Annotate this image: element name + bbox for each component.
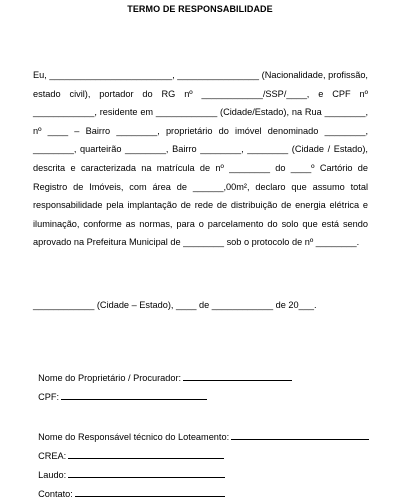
laudo-label: Laudo: (38, 470, 67, 480)
document-title: TERMO DE RESPONSABILIDADE (127, 4, 273, 14)
contato-field (33, 477, 225, 499)
date-line: ____________ (Cidade – Estado), ____ de ____________ de 20___. (33, 300, 317, 310)
declaration-paragraph: Eu, ________________________, ________________ (Nacionalidade, profissão, estado civil), portador do RG nº ____________/SSP/____, e CPF nº ____________, residente em ____________ (Cidade/Estado), na Rua ________, nº ____ – Bairro ________, proprietário do imóvel denominado ________, ________, quarteirão ________, Bairro ________, ________ (Cidade / Estado), descrita e caracterizada na matrícula de nº ________ do ____º Cartório de Registro de Imóveis, com área de ______,00m², declaro que assumo total responsabilidade pela implantação de rede de distribuição de energia elétrica e iluminação, conforme as normas, para o parcelamento do solo que está sendo aprovado na Prefeitura Municipal de ________ sob o protocolo de nº ________. (33, 70, 371, 248)
technician-name-label: Nome do Responsável técnico do Loteamento: (38, 432, 230, 442)
owner-cpf-field (33, 380, 207, 402)
technician-name-blank (231, 430, 369, 440)
contato-label: Contato: (38, 489, 73, 499)
crea-label: CREA: (38, 451, 67, 461)
owner-cpf-blank (61, 390, 207, 400)
owner-name-label: Nome do Proprietário / Procurador: (38, 373, 182, 383)
contato-blank (75, 487, 225, 497)
owner-cpf-label: CPF: (38, 392, 60, 402)
